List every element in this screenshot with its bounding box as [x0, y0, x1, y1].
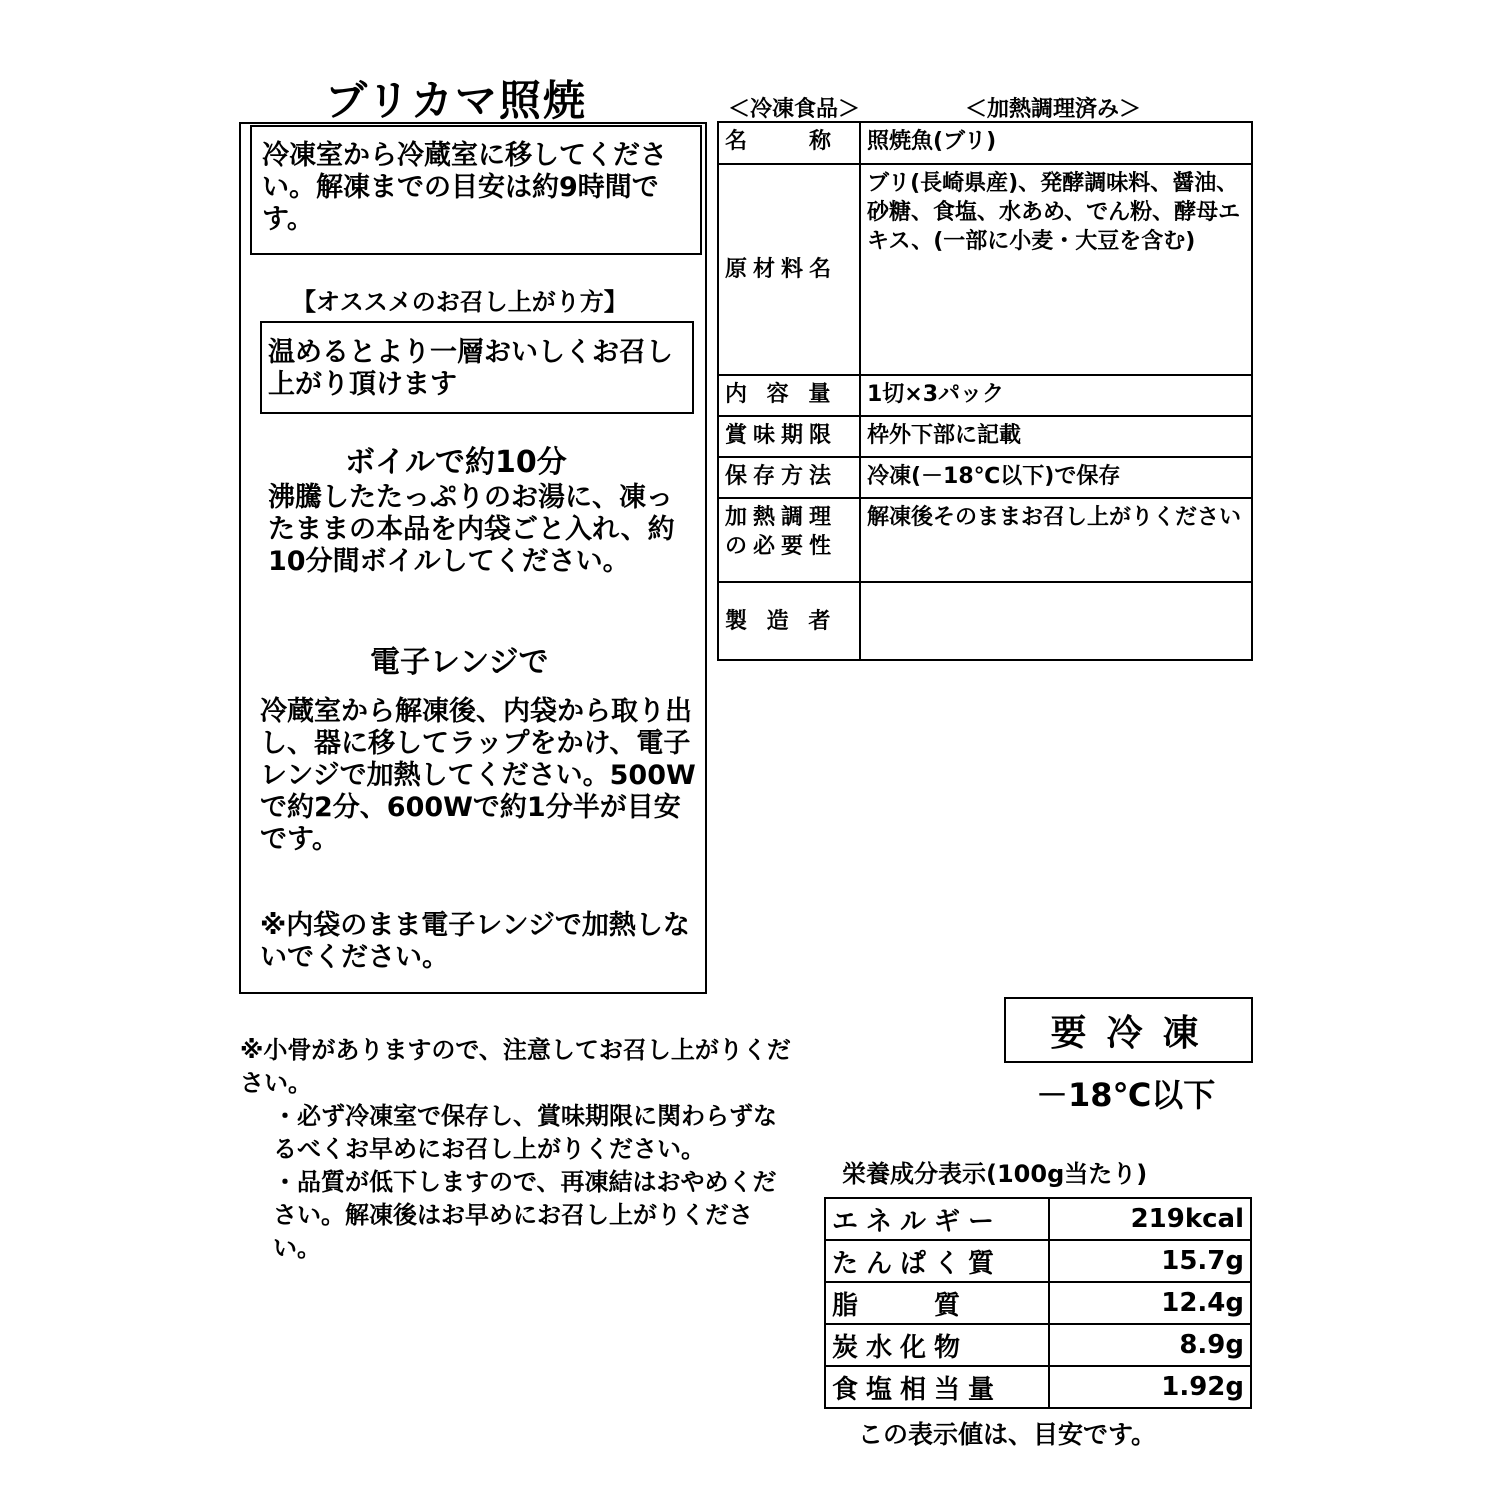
table-row [718, 122, 1252, 164]
table-row [825, 1324, 1251, 1366]
table-row [825, 1240, 1251, 1282]
table-row [718, 375, 1252, 416]
table-row [718, 457, 1252, 498]
product-info-table [717, 121, 1253, 661]
info-value: 冷凍(－18℃以下)で保存 [860, 457, 1252, 498]
boil-text: 沸騰したたっぷりのお湯に、凍ったままの本品を内袋ごと入れ、約10分間ボイルしてください。 [268, 482, 675, 577]
table-row [825, 1366, 1251, 1408]
product-title: ブリカマ照焼 [325, 76, 587, 125]
nutrient-label: 食塩相当量 [825, 1366, 1049, 1408]
info-label: 加熱調理の必要性 [718, 498, 860, 582]
thaw-text: 冷凍室から冷蔵室に移してください。解凍までの目安は約9時間です。 [262, 140, 667, 235]
category-cooked: ＜加熱調理済み＞ [965, 97, 1142, 122]
info-value: ブリ(長崎県産)、発酵調味料、醤油、砂糖、食塩、水あめ、でん粉、酵母エキス、(一部に小麦・大豆を含む) [860, 164, 1252, 375]
note-item: ※小骨がありますので、注意してお召し上がりください。 [240, 1036, 791, 1097]
note-item: ・品質が低下しますので、再凍結はおやめください。解凍後はお早めにお召し上がりください。 [273, 1168, 777, 1262]
nutrient-value: 219kcal [1049, 1198, 1251, 1240]
nutrition-table [824, 1197, 1252, 1409]
microwave-note: ※内袋のまま電子レンジで加熱しないでください。 [260, 910, 690, 973]
note-item: ・必ず冷凍室で保存し、賞味期限に関わらずなるべくお早めにお召し上がりください。 [273, 1102, 777, 1163]
microwave-heading: 電子レンジで [370, 645, 549, 680]
table-row [718, 164, 1252, 375]
table-row [718, 416, 1252, 457]
nutrition-heading: 栄養成分表示(100g当たり) [842, 1160, 1148, 1188]
table-row [718, 582, 1252, 660]
microwave-text: 冷蔵室から解凍後、内袋から取り出し、器に移してラップをかけ、電子レンジで加熱してください。500Wで約2分、600Wで約1分半が目安です。 [260, 696, 696, 855]
caution-notes [240, 1034, 800, 1265]
category-frozen: ＜冷凍食品＞ [728, 97, 861, 122]
info-label: 賞味期限 [718, 416, 860, 457]
nutrient-value: 1.92g [1049, 1366, 1251, 1408]
frozen-temperature: －18℃以下 [1036, 1076, 1216, 1114]
nutrient-label: 炭水化物 [825, 1324, 1049, 1366]
nutrient-value: 15.7g [1049, 1240, 1251, 1282]
info-label: 内 容 量 [718, 375, 860, 416]
nutrient-value: 8.9g [1049, 1324, 1251, 1366]
table-row [825, 1282, 1251, 1324]
table-row [825, 1198, 1251, 1240]
info-label: 製 造 者 [718, 582, 860, 660]
info-label: 原材料名 [718, 164, 860, 375]
nutrient-label: 脂 質 [825, 1282, 1049, 1324]
info-value: 1切×3パック [860, 375, 1252, 416]
info-value: 枠外下部に記載 [860, 416, 1252, 457]
info-value: 解凍後そのままお召し上がりください [860, 498, 1252, 582]
info-label: 保存方法 [718, 457, 860, 498]
nutrient-label: たんぱく質 [825, 1240, 1049, 1282]
keep-frozen-badge: 要冷凍 [1004, 997, 1253, 1063]
recommend-text: 温めるとより一層おいしくお召し上がり頂けます [268, 337, 673, 400]
nutrient-value: 12.4g [1049, 1282, 1251, 1324]
info-value [860, 582, 1252, 660]
boil-heading: ボイルで約10分 [345, 445, 567, 480]
info-value: 照焼魚(ブリ) [860, 122, 1252, 164]
nutrition-note: この表示値は、目安です。 [858, 1420, 1157, 1449]
info-label: 名 称 [718, 122, 860, 164]
recommend-heading: 【オススメのお召し上がり方】 [292, 288, 628, 316]
table-row [718, 498, 1252, 582]
nutrient-label: エネルギー [825, 1198, 1049, 1240]
